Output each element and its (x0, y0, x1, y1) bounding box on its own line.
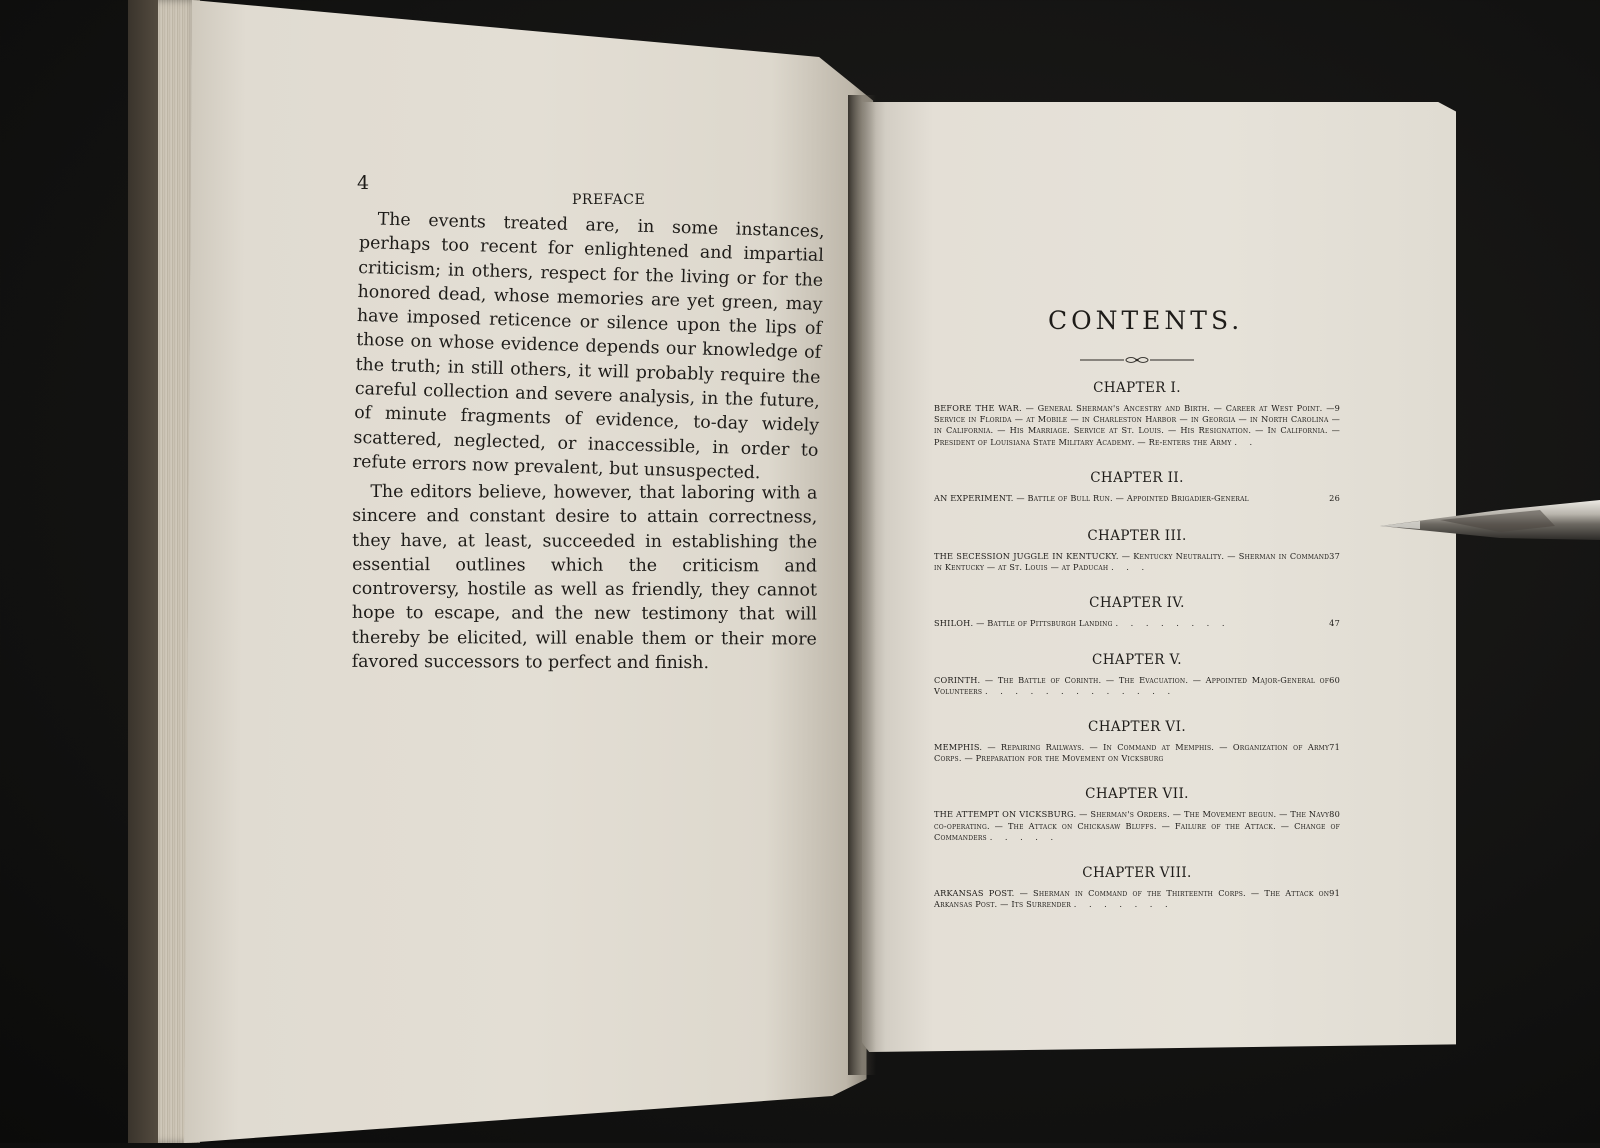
toc-dot-leader: . . . . . . . (1073, 899, 1173, 910)
toc-chapter (934, 470, 1340, 504)
preface-text (347, 207, 825, 687)
toc-chapter-heading: CHAPTER VII. (1085, 786, 1189, 803)
toc-chapter-summary (934, 809, 1340, 843)
toc-chapter-heading: CHAPTER VIII. (1082, 865, 1192, 882)
toc-chapter-summary (934, 742, 1340, 764)
toc-chapter (934, 652, 1340, 697)
toc-chapter-lead: CORINTH. (934, 674, 981, 685)
toc-chapter-summary (934, 551, 1340, 573)
toc-page-number: 71 (1329, 742, 1340, 753)
preface-paragraph-1: The events treated are, in some instances, perhaps too recent for enlightened and impartial criticism; in others, respect for the living or for the honored dead, whose memories are yet green, may have imposed reticence or silence upon the lips of those on whose evidence depends our knowledge of the truth; in still others, it will probably require the careful collection and severe analysis, in the future, of minute fragments of evidence, to-day widely scattered, neglected, or inaccessible, in order to refute errors now prevalent, but unsuspected. (352, 209, 825, 484)
toc-chapter-lead: THE ATTEMPT ON VICKSBURG. (934, 809, 1077, 820)
toc-chapter-summary (934, 675, 1340, 697)
toc-chapter-text: — Sherman's Orders. — The Movement begun. — The Navy co-operating. — The Attack on Chickasaw Bluffs. — Failure of the Attack. — Change of Commanders (934, 809, 1340, 842)
toc-page-number: 60 (1329, 674, 1340, 685)
toc-chapter-text: — Sherman in Command of the Thirteenth Corps. — The Attack on Arkansas Post. — Its Surrender (934, 888, 1330, 910)
toc-chapter (934, 528, 1340, 573)
contents-title: CONTENTS. (1048, 306, 1244, 335)
toc-chapter-text: — Kentucky Neutrality. — Sherman in Command in Kentucky — at St. Louis — at Paducah (934, 551, 1330, 573)
toc-chapter-lead: AN EXPERIMENT. (934, 492, 1014, 503)
toc-chapter-text: — Battle of Bull Run. — Appointed Brigadier-General (1013, 492, 1249, 503)
toc-dot-leader: . . . . . . . . (1115, 618, 1230, 629)
toc-chapter-summary (934, 403, 1340, 448)
toc-chapter (934, 786, 1340, 843)
book-gutter (848, 95, 876, 1075)
running-head: PREFACE (572, 192, 646, 208)
toc-chapter-lead: ARKANSAS POST. (934, 888, 1015, 899)
toc-chapter-summary (934, 618, 1340, 629)
toc-chapter (934, 865, 1340, 910)
toc-chapter-text: — Battle of Pittsburgh Landing (973, 618, 1113, 629)
toc-page-number: 80 (1329, 809, 1340, 820)
toc-chapter-heading: CHAPTER IV. (1089, 595, 1185, 612)
toc-chapter (934, 719, 1340, 764)
toc-page-number: 37 (1329, 551, 1340, 562)
pen-pointer-icon (1380, 496, 1600, 552)
toc-chapter (934, 380, 1340, 448)
toc-page-number: 26 (1329, 492, 1340, 503)
preface-paragraph-2: The editors believe, however, that laboring with a sincere and constant desire to attain correctness, they have, at least, succeeded in establishing the essential outlines which the criticism and controversy, hostile as well as friendly, they cannot hope to escape, and the new testimony that will thereby be elicited, will enable them or their more favored successors to perfect and finish. (351, 482, 818, 674)
toc-chapter-text: — Repairing Railways. — In Command at Memphis. — Organization of Army Corps. — Preparation for the Movement on Vicksburg (934, 742, 1330, 764)
toc-chapter (934, 595, 1340, 629)
toc-page-number: 47 (1329, 618, 1340, 629)
toc-chapter-heading: CHAPTER I. (1093, 380, 1181, 396)
ornament-rule-icon (1080, 356, 1194, 364)
toc-page-number: 9 (1334, 403, 1340, 413)
toc-page-number: 91 (1329, 888, 1340, 899)
toc-chapter-summary (934, 888, 1340, 910)
toc-dot-leader: . . . . . . . . . . . . . (985, 685, 1176, 696)
toc-dot-leader: . . . . . (989, 831, 1059, 842)
toc-chapter-lead: THE SECESSION JUGGLE IN KENTUCKY. (934, 551, 1119, 562)
toc-chapter-lead: MEMPHIS. (934, 742, 983, 753)
toc-chapter-heading: CHAPTER III. (1087, 528, 1187, 545)
table-of-contents (934, 380, 1340, 910)
toc-chapter-lead: SHILOH. (934, 618, 974, 629)
toc-dot-leader: . . (1234, 436, 1258, 447)
toc-chapter-summary (934, 493, 1340, 504)
toc-chapter-heading: CHAPTER VI. (1087, 719, 1187, 736)
toc-chapter-heading: CHAPTER V. (1092, 651, 1182, 668)
toc-chapter-lead: BEFORE THE WAR. (934, 403, 1022, 413)
page-number: 4 (357, 172, 370, 194)
toc-chapter-heading: CHAPTER II. (1090, 469, 1184, 486)
toc-chapter-text: — General Sherman's Ancestry and Birth. — Career at West Point. — Service in Florida — at Mobile — in Charleston Harbor — in Georgia — in North Carolina — in California. — His Marriage. Service at St. Louis. — His Resignation. — In California. — President of Louisiana State Military Academy. — Re-enters the Army (934, 403, 1340, 447)
toc-dot-leader: . . . (1111, 562, 1150, 573)
toc-chapter-text: — The Battle of Corinth. — The Evacuation. — Appointed Major-General of Volunteers (934, 674, 1330, 696)
